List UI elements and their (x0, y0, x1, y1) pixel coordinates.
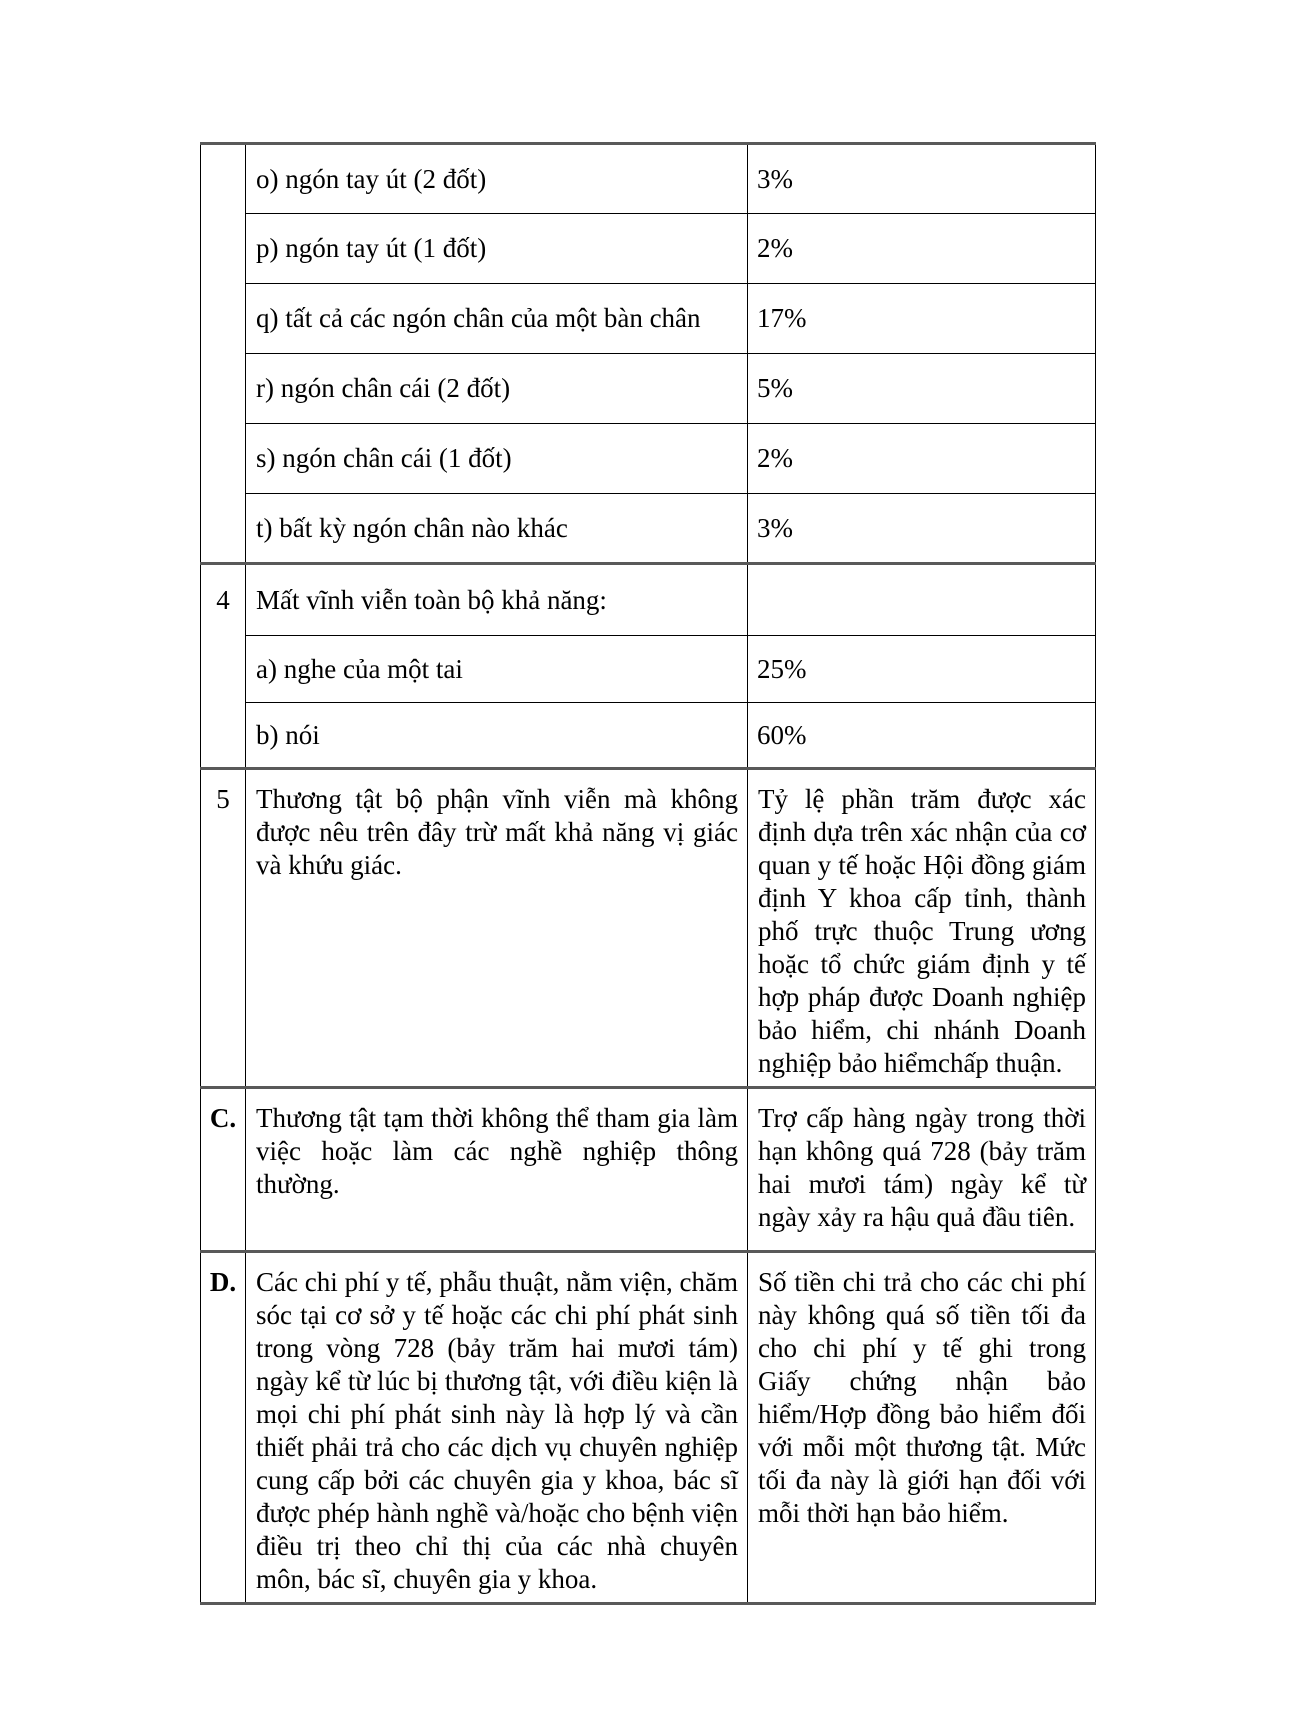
row-label: q) tất cả các ngón chân của một bàn chân (246, 284, 748, 354)
sectionC-number: C. (201, 1088, 246, 1252)
table-row (201, 494, 1096, 564)
table-row-section-D (201, 1252, 1096, 1604)
section5-value: Tỷ lệ phần trăm được xác định dựa trên xác nhận của cơ quan y tế hoặc Hội đồng giám định Y khoa cấp tỉnh, thành phố trực thuộc Trung ương hoặc tổ chức giám định y tế hợp pháp được Doanh nghiệp bảo hiểm, chi nhánh Doanh nghiệp bảo hiểmchấp thuận. (748, 769, 1096, 1088)
row-value: 60% (748, 703, 1096, 769)
section5-number: 5 (201, 769, 246, 1088)
row-value-empty (748, 564, 1096, 636)
table-row (201, 636, 1096, 703)
injury-benefit-table (200, 142, 1096, 1605)
sectionD-number: D. (201, 1252, 246, 1604)
table-row (201, 354, 1096, 424)
row-label: b) nói (246, 703, 748, 769)
section5-description: Thương tật bộ phận vĩnh viễn mà không được nêu trên đây trừ mất khả năng vị giác và khứu giác. (246, 769, 748, 1088)
table-row-section-C (201, 1088, 1096, 1252)
row-label: a) nghe của một tai (246, 636, 748, 703)
row-value: 3% (748, 144, 1096, 214)
row-label: t) bất kỳ ngón chân nào khác (246, 494, 748, 564)
table-row (201, 424, 1096, 494)
row-label: p) ngón tay út (1 đốt) (246, 214, 748, 284)
row-value: 17% (748, 284, 1096, 354)
table-row-section-4 (201, 564, 1096, 636)
section4-header: Mất vĩnh viễn toàn bộ khả năng: (246, 564, 748, 636)
row-value: 2% (748, 424, 1096, 494)
sectionD-value: Số tiền chi trả cho các chi phí này không quá số tiền tối đa cho chi phí y tế ghi trong Giấy chứng nhận bảo hiểm/Hợp đồng bảo hiểm đối với mỗi một thương tật. Mức tối đa này là giới hạn đối với mỗi thời hạn bảo hiểm. (748, 1252, 1096, 1604)
table-row (201, 214, 1096, 284)
sectionC-value: Trợ cấp hàng ngày trong thời hạn không quá 728 (bảy trăm hai mươi tám) ngày kể từ ngày xảy ra hậu quả đầu tiên. (748, 1088, 1096, 1252)
row-value: 2% (748, 214, 1096, 284)
row-label: s) ngón chân cái (1 đốt) (246, 424, 748, 494)
sectionC-description: Thương tật tạm thời không thể tham gia làm việc hoặc làm các nghề nghiệp thông thường. (246, 1088, 748, 1252)
row-label: o) ngón tay út (2 đốt) (246, 144, 748, 214)
section3-number-cell (201, 144, 246, 564)
table-row (201, 703, 1096, 769)
table-row (201, 144, 1096, 214)
sectionD-description: Các chi phí y tế, phẫu thuật, nằm viện, chăm sóc tại cơ sở y tế hoặc các chi phí phát sinh trong vòng 728 (bảy trăm hai mươi tám) ngày kể từ lúc bị thương tật, với điều kiện là mọi chi phí phát sinh này là hợp lý và cần thiết phải trả cho các dịch vụ chuyên nghiệp cung cấp bởi các chuyên gia y khoa, bác sĩ được phép hành nghề và/hoặc cho bệnh viện điều trị theo chỉ thị của các nhà chuyên môn, bác sĩ, chuyên gia y khoa. (246, 1252, 748, 1604)
row-value: 3% (748, 494, 1096, 564)
table-row (201, 284, 1096, 354)
row-value: 25% (748, 636, 1096, 703)
section4-number: 4 (201, 564, 246, 769)
row-value: 5% (748, 354, 1096, 424)
table-row-section-5 (201, 769, 1096, 1088)
row-label: r) ngón chân cái (2 đốt) (246, 354, 748, 424)
